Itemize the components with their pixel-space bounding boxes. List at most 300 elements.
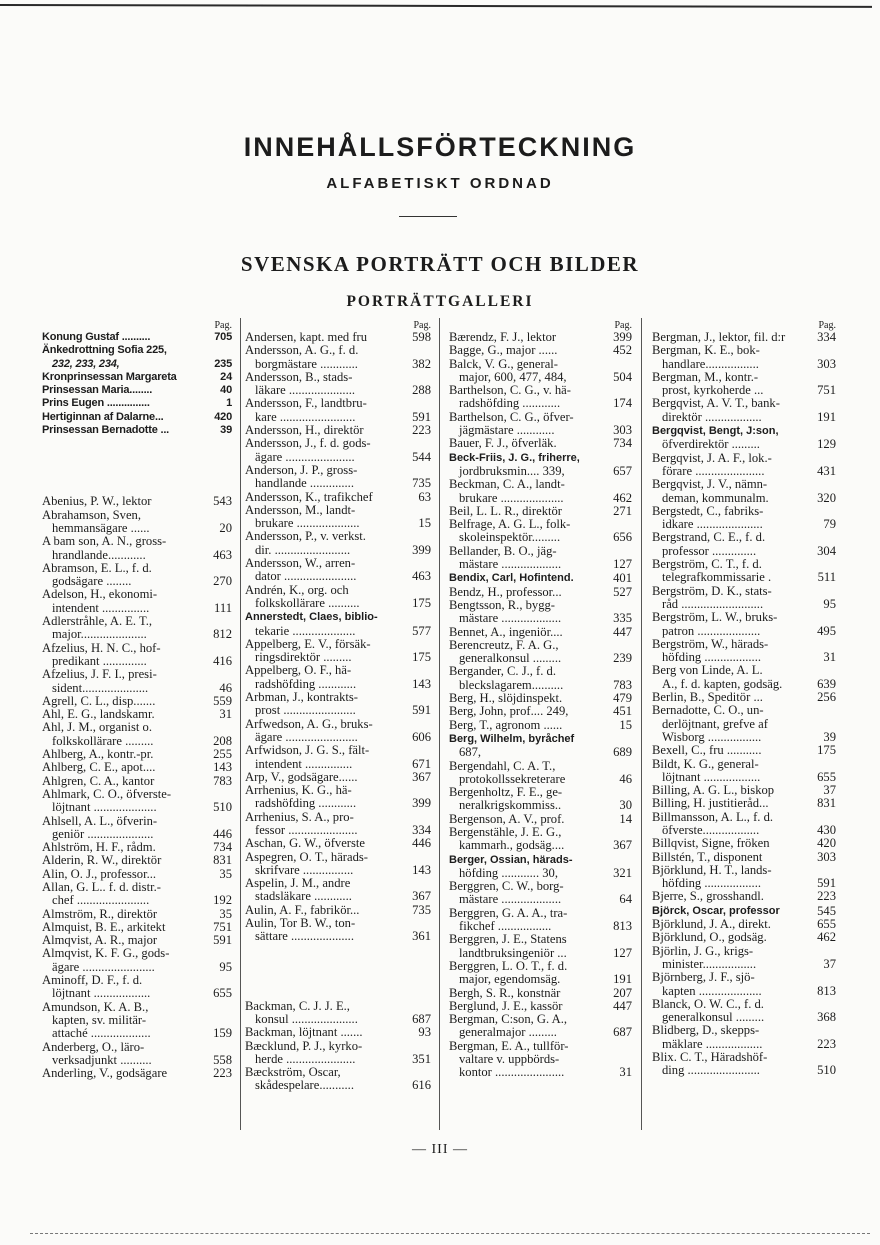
page-ref: 495	[817, 623, 836, 638]
page-ref: 687	[412, 1011, 431, 1026]
entry-name: Aminoff, D. F., f. d.	[42, 973, 143, 988]
entry-name: Ahl, E. G., landskamr.	[42, 707, 155, 722]
page-ref: 271	[613, 503, 632, 518]
page-ref: 687	[613, 1025, 632, 1040]
page-ref: 35	[219, 906, 232, 921]
index-entry	[652, 931, 836, 944]
index-entry	[652, 704, 836, 731]
entry-name: Abrahamson, Sven,	[42, 507, 141, 522]
index-entry	[449, 786, 632, 813]
index-entry	[42, 588, 232, 615]
index-entry	[42, 788, 232, 815]
entry-continuation: handlare.................	[662, 356, 759, 371]
index-entry	[42, 424, 232, 437]
index-entry	[245, 397, 431, 424]
entry-name: Wisborg .................	[662, 729, 762, 744]
page-ref: 143	[412, 676, 431, 691]
entry-name: Billqvist, Signe, fröken	[652, 836, 770, 851]
entry-name: Bengtsson, R., bygg-	[449, 597, 556, 612]
entry-name: Arrhenius, S. A., pro-	[245, 809, 354, 824]
index-entry	[652, 531, 836, 558]
index-entry	[652, 638, 836, 665]
index-entry	[449, 451, 632, 479]
page-ref: 207	[613, 985, 632, 1000]
page-ref: 735	[412, 902, 431, 917]
page-ref: 39	[823, 729, 836, 744]
entry-name: A bam son, A. N., gross-	[42, 534, 167, 549]
index-entry	[42, 397, 232, 410]
index-entry	[652, 890, 836, 903]
entry-continuation: deman, kommunalm.	[662, 490, 769, 505]
index-entry	[652, 758, 836, 785]
index-entry	[449, 571, 632, 585]
index-entry	[449, 813, 632, 826]
page-ref: 31	[219, 707, 232, 722]
entry-continuation: radshöfding ............	[255, 676, 357, 691]
index-entry	[245, 557, 431, 584]
entry-continuation: radshöfding ............	[459, 396, 561, 411]
index-entry	[42, 748, 232, 761]
page-ref: 591	[412, 703, 431, 718]
index-entry	[652, 664, 836, 691]
index-entry	[42, 695, 232, 708]
page-ref: 543	[213, 494, 232, 509]
entry-continuation: predikant ..............	[52, 653, 147, 668]
entry-continuation: folkskollärare .........	[52, 733, 154, 748]
page-ref: 399	[412, 542, 431, 557]
entry-name: Ahl, J. M., organist o.	[42, 720, 152, 735]
entry-continuation: fessor ......................	[255, 822, 358, 837]
page-ref: 191	[613, 972, 632, 987]
index-entry	[652, 784, 836, 797]
entry-name: Abramson, E. L., f. d.	[42, 560, 152, 575]
page-ref: 143	[213, 760, 232, 775]
entry-continuation: telegrafkommissarie .	[662, 570, 772, 585]
entry-name: Bergendahl, C. A. T.,	[449, 758, 556, 773]
page-ref: 223	[817, 889, 836, 904]
entry-name: Bergman, J., lektor, fil. d:r	[652, 330, 786, 344]
page-ref: 655	[213, 986, 232, 1001]
entry-name: Almqvist, A. R., major	[42, 933, 158, 948]
entry-name: Ahlmark, C. O., öfverste-	[42, 786, 172, 801]
page-ref: 598	[412, 330, 431, 344]
letter-gap	[42, 437, 232, 495]
entry-name: Bergman, K. E., bok-	[652, 343, 760, 358]
entry-continuation: major.....................	[52, 627, 147, 642]
page-ref: 191	[817, 409, 836, 424]
page-ref: 303	[613, 423, 632, 438]
index-entry	[449, 933, 632, 960]
entry-name: Änkedrottning Sofia 225,	[42, 344, 167, 357]
entry-name: Bergström, D. K., stats-	[652, 583, 772, 598]
page-ref: 95	[219, 959, 232, 974]
page-ref: 591	[817, 876, 836, 891]
entry-name: Backman, löjtnant .......	[245, 1025, 363, 1040]
index-entry	[245, 610, 431, 638]
entry-continuation: patron ....................	[662, 623, 761, 638]
index-entry	[449, 705, 632, 718]
entry-name: Billing, A. G. L., biskop	[652, 783, 775, 798]
index-entry	[652, 478, 836, 505]
index-entry	[245, 638, 431, 665]
column-divider	[240, 318, 241, 1130]
page-ref: 127	[613, 945, 632, 960]
entry-name: Arfwidson, J. G. S., fält-	[245, 743, 370, 758]
index-entry	[42, 908, 232, 921]
entry-continuation: öfverdirektör .........	[662, 437, 760, 452]
index-entry	[245, 424, 431, 437]
entry-name: Blanck, O. W. C., f. d.	[652, 996, 764, 1011]
entry-name: Bernadotte, C. O., un-	[652, 703, 764, 718]
page-ref: 751	[213, 919, 232, 934]
page-ref: 430	[817, 822, 836, 837]
entry-continuation: sident.....................	[52, 680, 149, 695]
page-ref: 37	[823, 783, 836, 798]
index-entry	[42, 881, 232, 908]
index-entry	[652, 971, 836, 998]
page-ref: 79	[823, 517, 836, 532]
index-entry	[42, 509, 232, 536]
index-entry	[245, 811, 431, 838]
index-entry	[449, 960, 632, 987]
page-ref: 127	[613, 557, 632, 572]
index-entry	[449, 1000, 632, 1013]
index-entry	[652, 731, 836, 744]
page-ref: 705	[214, 331, 232, 343]
index-entry	[42, 1001, 232, 1028]
page-ref: 558	[213, 1052, 232, 1067]
page-ref: 63	[418, 489, 431, 504]
index-entry	[42, 868, 232, 881]
entry-name: Arbman, J., kontrakts-	[245, 690, 358, 705]
page-ref: 689	[613, 745, 632, 760]
page-ref: 192	[213, 893, 232, 908]
index-entry	[449, 599, 632, 626]
index-entry	[449, 880, 632, 907]
entry-continuation: ägare .......................	[255, 729, 358, 744]
entry-name: Bennet, A., ingeniör....	[449, 624, 563, 639]
entry-name: Bendix, Carl, Hofintend.	[449, 572, 574, 585]
entry-name: Belfrage, A. G. L., folk-	[449, 517, 571, 532]
page-ref: 175	[412, 650, 431, 665]
entry-continuation: skoleinspektör.........	[459, 530, 561, 545]
entry-continuation: höfding ..................	[662, 650, 761, 665]
index-entry	[652, 452, 836, 479]
index-entry	[42, 668, 232, 695]
index-entry	[245, 464, 431, 491]
entry-continuation: prost .......................	[255, 703, 356, 718]
page-ref: 367	[412, 769, 431, 784]
index-entry	[42, 721, 232, 748]
entry-name: Bergman, E. A., tullför-	[449, 1038, 569, 1053]
page-title: INNEHÅLLSFÖRTECKNING	[243, 132, 637, 162]
entry-continuation: ding .......................	[662, 1063, 760, 1078]
page-ref: 420	[214, 410, 232, 423]
entry-name: Berg, Wilhelm, byråchef	[449, 732, 575, 745]
entry-name: Bergenstähle, J. E. G.,	[449, 824, 562, 839]
entry-continuation: idkare .....................	[662, 517, 763, 532]
index-entry	[652, 864, 836, 891]
entry-name: Ahlström, H. F., rådm.	[42, 840, 156, 855]
entry-continuation: derlöjtnant, grefve af	[662, 716, 768, 731]
entry-continuation: konsul .....................	[255, 1011, 358, 1026]
page-ref: 510	[213, 800, 232, 815]
index-entry	[42, 411, 232, 424]
entry-name: Andersson, M., landt-	[245, 502, 356, 517]
entry-name: Berg von Linde, A. L.	[652, 663, 763, 678]
page-ref: 591	[412, 409, 431, 424]
index-entry	[652, 424, 836, 452]
page-ref: 812	[213, 627, 232, 642]
index-entry	[245, 664, 431, 691]
page-ref: 831	[817, 796, 836, 811]
section-heading: SVENSKA PORTRÄTT OCH BILDER	[240, 252, 640, 276]
page-ref: 401	[613, 571, 632, 586]
entry-name: kontor ......................	[459, 1065, 565, 1080]
entry-continuation: 687,	[459, 745, 482, 760]
page-ref: 35	[219, 866, 232, 881]
page-ref: 111	[214, 600, 232, 615]
page-ref: 734	[213, 840, 232, 855]
entry-name: Backman, C. J. J. E.,	[245, 998, 350, 1013]
entry-continuation: mäklare ..................	[662, 1036, 763, 1051]
entry-name: Berggren, C. W., borg-	[449, 879, 564, 894]
entry-name: Billing, H. justitieråd...	[652, 796, 769, 811]
index-entry	[245, 344, 431, 371]
page-ref: 545	[817, 903, 836, 918]
entry-continuation: skådespelare...........	[255, 1078, 354, 1093]
entry-name: Billstén, T., disponent	[652, 849, 763, 864]
page-ref: 504	[613, 369, 632, 384]
page-ref: 463	[412, 569, 431, 584]
page-ref: 479	[613, 691, 632, 706]
index-entry	[449, 411, 632, 438]
entry-name: Balck, V. G., general-	[449, 356, 559, 371]
index-entry	[652, 331, 836, 344]
entry-continuation: borgmästare ............	[255, 356, 358, 371]
index-entry	[652, 945, 836, 972]
index-entry	[245, 851, 431, 878]
index-entry	[449, 505, 632, 518]
entry-name: Berencreutz, F. A. G.,	[449, 637, 559, 652]
entry-name: Ahlsell, A. L., öfverin-	[42, 813, 158, 828]
entry-name: Andersson, P., v. verkst.	[245, 529, 366, 544]
page-ref: 813	[817, 983, 836, 998]
index-entry	[449, 760, 632, 787]
page-ref: 24	[220, 370, 232, 383]
entry-name: Berglund, J. E., kassör	[449, 998, 563, 1013]
index-entry	[449, 907, 632, 934]
entry-name: Bexell, C., fru ...........	[652, 743, 762, 758]
page-ref: 129	[817, 437, 836, 452]
page-ref: 452	[613, 343, 632, 358]
entry-name: Appelberg, O. F., hä-	[245, 663, 352, 678]
page-ref: 416	[213, 653, 232, 668]
entry-name: Almqvist, K. F. G., gods-	[42, 946, 170, 961]
entry-name: Prins Eugen ...............	[42, 397, 150, 410]
page-ref: 223	[412, 423, 431, 438]
entry-name: Berlin, B., Speditör ...	[652, 690, 763, 705]
page-ref: 671	[412, 756, 431, 771]
entry-continuation: 232, 233, 234,	[52, 357, 120, 370]
page-ref: 656	[613, 530, 632, 545]
entry-continuation: brukare ....................	[459, 490, 564, 505]
entry-continuation: förare ......................	[662, 463, 765, 478]
page-ref: 37	[823, 956, 836, 971]
index-entry	[652, 811, 836, 838]
page-ref: 303	[817, 849, 836, 864]
index-entry	[245, 584, 431, 611]
index-entry	[449, 719, 632, 732]
entry-continuation: hemmansägare ......	[52, 520, 150, 535]
index-entry	[42, 371, 232, 384]
entry-continuation: chef .......................	[52, 893, 150, 908]
page-ref: 831	[213, 853, 232, 868]
entry-continuation: höfding ............ 30,	[459, 865, 558, 880]
page-ref: 93	[418, 1025, 431, 1040]
index-entry	[42, 495, 232, 508]
entry-name: Adelson, H., ekonomi-	[42, 587, 158, 602]
page-ref: 40	[220, 384, 232, 397]
index-entry	[42, 708, 232, 721]
page-ref: 367	[613, 838, 632, 853]
page-ref: 527	[613, 584, 632, 599]
entry-continuation: skrifvare ................	[255, 862, 354, 877]
entry-name: Agrell, C. L., disp.......	[42, 693, 156, 708]
pag-label: Pag.	[214, 320, 232, 331]
entry-name: Berg, T., agronom ......	[449, 717, 563, 732]
entry-continuation: löjtnant ....................	[52, 800, 157, 815]
index-entry	[245, 530, 431, 557]
column-divider	[439, 318, 440, 1130]
page-ref: 46	[619, 771, 632, 786]
index-entry	[449, 518, 632, 545]
entry-name: Ahlberg, A., kontr.-pr.	[42, 747, 154, 762]
page-ref: 31	[619, 1065, 632, 1080]
index-entry	[652, 344, 836, 371]
top-rule	[0, 4, 872, 8]
index-entry	[42, 934, 232, 947]
entry-name: Björck, Oscar, professor	[652, 904, 780, 917]
entry-continuation: dator .......................	[255, 569, 357, 584]
index-entry	[652, 998, 836, 1025]
entry-continuation: jordbruksmin.... 339,	[459, 463, 565, 478]
entry-name: Bergström, W., härads-	[652, 636, 769, 651]
index-entry	[245, 917, 431, 944]
page-ref: 334	[412, 822, 431, 837]
entry-continuation: neralkrigskommiss..	[459, 798, 562, 813]
pag-label: Pag.	[818, 320, 836, 331]
entry-name: Hertiginnan af Dalarne...	[42, 410, 164, 423]
entry-name: Arrhenius, K. G., hä-	[245, 783, 352, 798]
index-entry	[652, 904, 836, 918]
page-ref: 335	[613, 611, 632, 626]
index-entry	[449, 732, 632, 760]
page-ref: 510	[817, 1063, 836, 1078]
entry-name: Bagge, G., major ......	[449, 343, 558, 358]
index-entry	[245, 718, 431, 745]
entry-continuation: jägmästare ............	[459, 423, 555, 438]
entry-name: Andersson, A. G., f. d.	[245, 343, 359, 358]
entry-name: Afzelius, H. N. C., hof-	[42, 640, 161, 655]
page-number: — III —	[412, 1142, 468, 1157]
page-ref: 64	[619, 892, 632, 907]
index-entry	[449, 826, 632, 853]
entry-name: Billmansson, A. L., f. d.	[652, 809, 774, 824]
page-ref: 368	[817, 1010, 836, 1025]
page-ref: 46	[219, 680, 232, 695]
entry-continuation: läkare .....................	[255, 383, 356, 398]
index-entry	[245, 1026, 431, 1039]
entry-continuation: generalkonsul .........	[459, 651, 562, 666]
entry-continuation: öfverste..................	[662, 822, 760, 837]
index-entry	[449, 344, 632, 357]
index-entry	[245, 504, 431, 531]
entry-name: Andersen, kapt. med fru	[245, 330, 368, 344]
index-entry	[245, 1066, 431, 1093]
entry-name: Bæcklund, P. J., kyrko-	[245, 1038, 363, 1053]
page-ref: 559	[213, 693, 232, 708]
page-ref: 655	[817, 769, 836, 784]
entry-name: Berger, Ossian, härads-	[449, 853, 573, 866]
entry-name: Andersson, J., f. d. gods-	[245, 436, 371, 451]
entry-name: Aschan, G. W., öfverste	[245, 836, 365, 851]
entry-continuation: verksadjunkt ..........	[52, 1052, 152, 1067]
index-entry	[449, 1066, 632, 1079]
index-entry	[652, 851, 836, 864]
index-entry	[245, 744, 431, 771]
entry-continuation: ringsdirektör .........	[255, 650, 352, 665]
entry-continuation: höfding ..................	[662, 876, 761, 891]
entry-name: Bergstedt, C., fabriks-	[652, 503, 764, 518]
entry-name: Björklund, H. T., lands-	[652, 862, 772, 877]
index-entry	[652, 558, 836, 585]
index-entry	[42, 642, 232, 669]
index-entry	[652, 371, 836, 398]
entry-name: Bauer, F. J., öfverläk.	[449, 436, 557, 451]
entry-name: Ahlberg, C. E., apot....	[42, 760, 156, 775]
entry-name: Björlin, J. G., krigs-	[652, 943, 754, 958]
index-entry	[652, 611, 836, 638]
page-ref: 39	[220, 424, 232, 437]
index-entry	[245, 784, 431, 811]
index-entry	[449, 853, 632, 881]
entry-continuation: intendent ...............	[52, 600, 150, 615]
page-ref: 351	[412, 1051, 431, 1066]
entry-name: Bergström, L. W., bruks-	[652, 610, 778, 625]
entry-name: Aulin, Tor B. W., ton-	[245, 916, 356, 931]
entry-name: Andersson, F., landtbru-	[245, 396, 367, 411]
page-subtitle: ALFABETISKT ORDNAD	[326, 175, 554, 192]
entry-continuation: godsägare ........	[52, 574, 132, 589]
page-ref: 14	[619, 811, 632, 826]
entry-name: Andersson, W., arren-	[245, 556, 356, 571]
entry-name: Bellander, B. O., jäg-	[449, 543, 557, 558]
entry-continuation: dir. ........................	[255, 542, 351, 557]
page-ref: 616	[412, 1078, 431, 1093]
page-ref: 15	[418, 516, 431, 531]
entry-name: Bergstrand, C. E., f. d.	[652, 530, 766, 545]
entry-continuation: minister.................	[662, 956, 757, 971]
page-ref: 655	[817, 917, 836, 932]
page-ref: 159	[213, 1026, 232, 1041]
pag-label: Pag.	[413, 320, 431, 331]
entry-name: Aulin, A. F., fabrikör...	[245, 902, 360, 917]
index-entry	[652, 397, 836, 424]
page-ref: 813	[613, 919, 632, 934]
index-entry	[245, 691, 431, 718]
index-entry	[42, 974, 232, 1001]
